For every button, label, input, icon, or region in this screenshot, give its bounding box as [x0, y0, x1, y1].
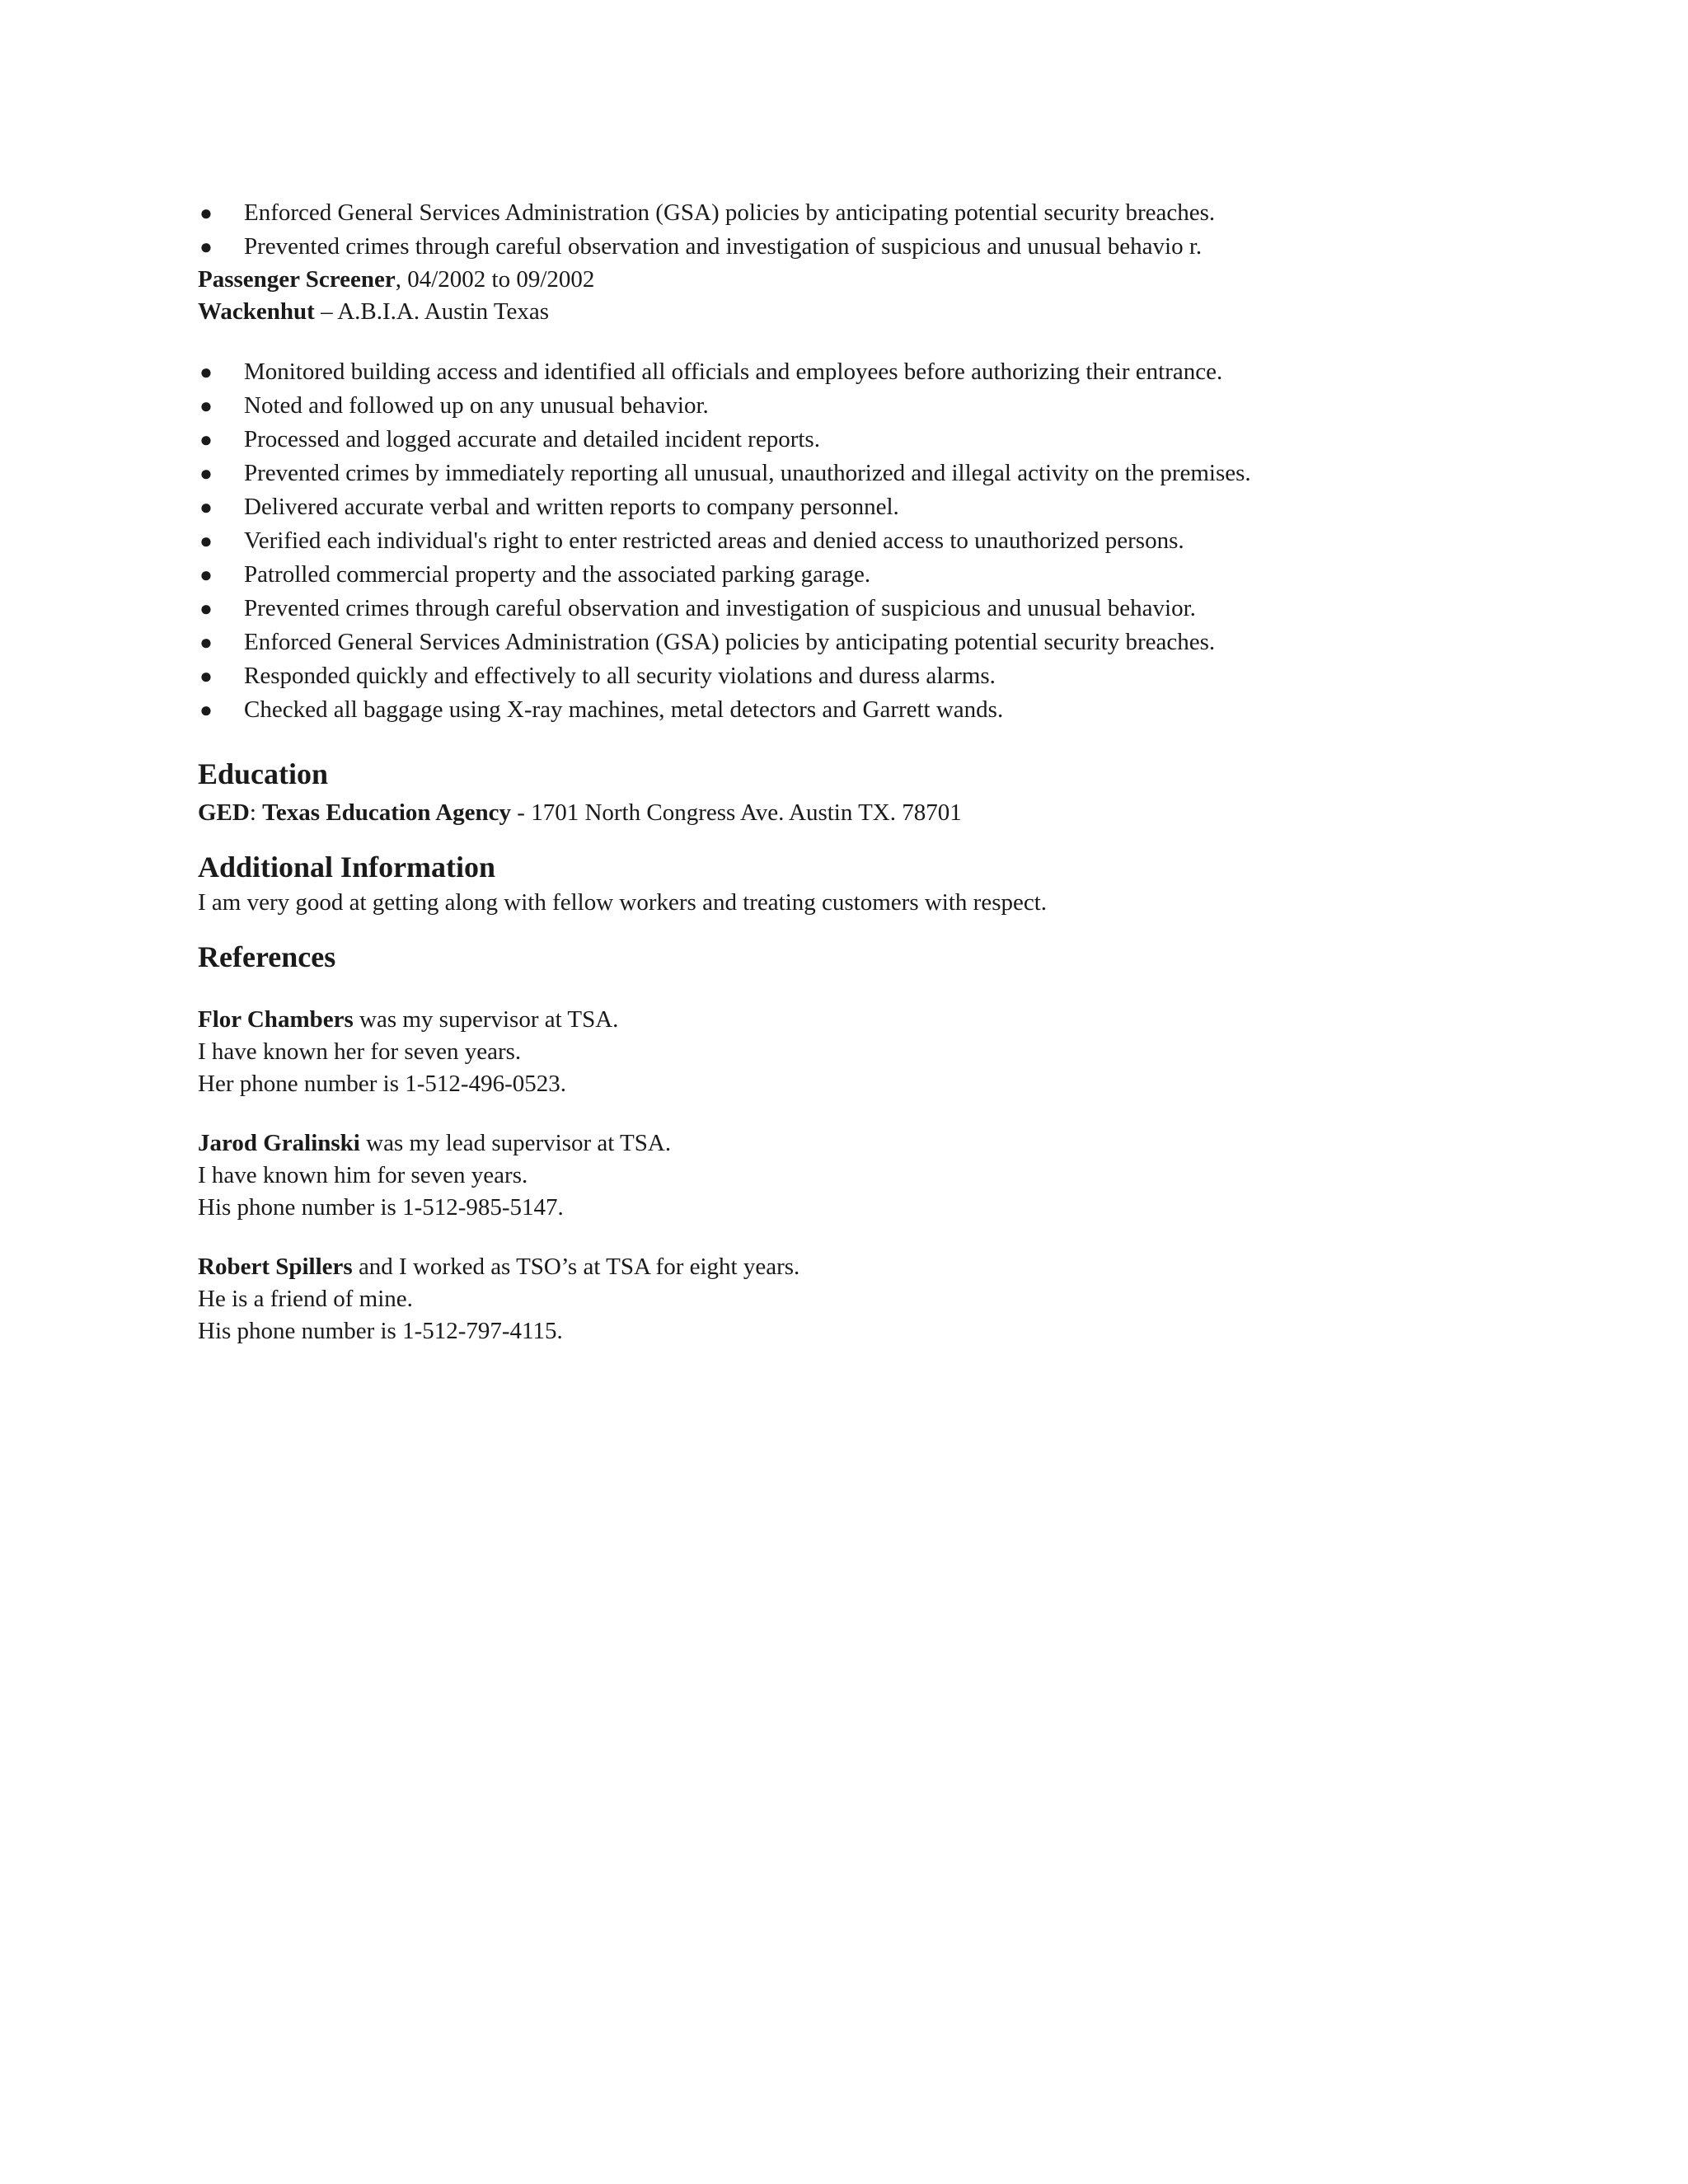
bullet-item: ● Monitored building access and identified all officials and employees before authorizing their entrance.	[198, 355, 1484, 389]
bullet-icon: ●	[199, 201, 213, 225]
job-dates: , 04/2002 to 09/2002	[395, 266, 595, 293]
reference-phone: His phone number is 1-512-797-4115.	[198, 1318, 563, 1344]
degree: GED	[198, 799, 250, 826]
bullet-item: ● Prevented crimes by immediately reporting all unusual, unauthorized and illegal activity on the premises.	[198, 457, 1484, 490]
bullet-icon: ●	[199, 664, 213, 688]
institution-address: - 1701 North Congress Ave. Austin TX. 78701	[511, 799, 962, 826]
reference-name: Robert Spillers	[198, 1254, 353, 1280]
reference-entry: Robert Spillers and I worked as TSO’s at TSA for eight years. He is a friend of mine. His phone number is 1-512-797-4115.	[198, 1251, 1484, 1347]
bullet-icon: ●	[199, 462, 213, 485]
bullet-icon: ●	[199, 428, 213, 452]
education-heading: Education	[198, 757, 329, 790]
reference-name: Jarod Gralinski	[198, 1130, 360, 1156]
job-title-line	[198, 264, 1484, 296]
job-title: Passenger Screener	[198, 266, 396, 293]
employer-line	[198, 296, 1484, 328]
bullet-icon: ●	[199, 563, 213, 587]
additional-info-text: I am very good at getting along with fellow workers and treating customers with respect.	[198, 889, 1048, 916]
bullet-icon: ●	[199, 630, 213, 654]
bullet-item: ● Responded quickly and effectively to all security violations and duress alarms.	[198, 659, 1484, 693]
references-heading: References	[198, 940, 336, 973]
bullet-item: ● Checked all baggage using X-ray machines, metal detectors and Garrett wands.	[198, 693, 1484, 727]
bullet-item: ● Processed and logged accurate and detailed incident reports.	[198, 423, 1484, 457]
bullet-icon: ●	[199, 495, 213, 519]
bullet-item: ● Patrolled commercial property and the associated parking garage.	[198, 558, 1484, 592]
job-duties-bullets	[198, 355, 1484, 727]
bullet-item: ● Enforced General Services Administration (GSA) policies by anticipating potential security breaches.	[198, 626, 1484, 659]
reference-phone: Her phone number is 1-512-496-0523.	[198, 1071, 566, 1097]
resume-page	[198, 196, 1484, 1347]
bullet-icon: ●	[199, 360, 213, 384]
previous-job-bullets	[198, 196, 1484, 264]
bullet-item: ● Noted and followed up on any unusual behavior.	[198, 389, 1484, 423]
bullet-icon: ●	[199, 529, 213, 553]
employer-location: – A.B.I.A. Austin Texas	[314, 298, 550, 325]
reference-name: Flor Chambers	[198, 1006, 354, 1033]
reference-entry: Flor Chambers was my supervisor at TSA. I have known her for seven years. Her phone number is 1-512-496-0523.	[198, 1004, 1484, 1100]
education-line: GED: Texas Education Agency - 1701 North Congress Ave. Austin TX. 78701	[198, 799, 962, 826]
bullet-item: ● Prevented crimes through careful observation and investigation of suspicious and unusual behavio r.	[198, 230, 1484, 264]
reference-entry: Jarod Gralinski was my lead supervisor at TSA. I have known him for seven years. His phone number is 1-512-985-5147.	[198, 1127, 1484, 1224]
bullet-icon: ●	[199, 698, 213, 722]
additional-info-heading: Additional Information	[198, 851, 496, 883]
bullet-icon: ●	[199, 597, 213, 621]
bullet-item: ● Enforced General Services Administration (GSA) policies by anticipating potential security breaches.	[198, 196, 1484, 230]
reference-phone: His phone number is 1-512-985-5147.	[198, 1194, 564, 1221]
bullet-item: ● Verified each individual's right to enter restricted areas and denied access to unauthorized persons.	[198, 524, 1484, 558]
institution: Texas Education Agency	[262, 799, 512, 826]
employer-name: Wackenhut	[198, 298, 315, 325]
bullet-item: ● Prevented crimes through careful observation and investigation of suspicious and unusual behavior.	[198, 592, 1484, 626]
bullet-icon: ●	[199, 235, 213, 259]
bullet-icon: ●	[199, 394, 213, 418]
bullet-item: ● Delivered accurate verbal and written reports to company personnel.	[198, 490, 1484, 524]
